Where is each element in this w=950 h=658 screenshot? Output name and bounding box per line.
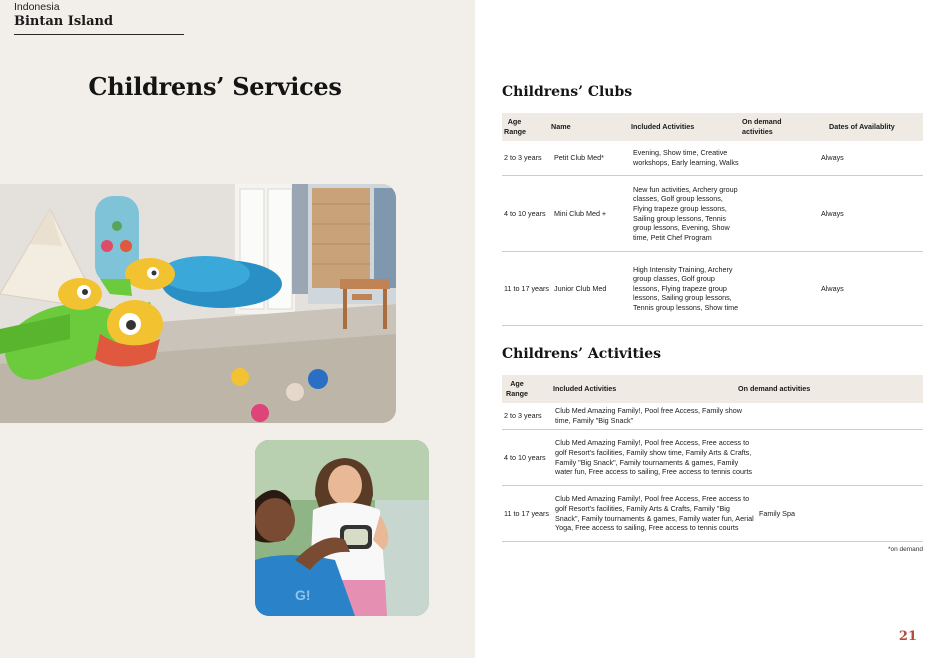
on-demand-cell [757, 454, 923, 462]
name-cell: Junior Club Med [554, 283, 607, 293]
dates-cell: Always [821, 208, 844, 218]
included-cell: Club Med Amazing Family!, Pool free Access, Free access to golf Resort's facilities, Family Arts & Crafts, Family "Big Snack", Family tournaments & games, Family water fun, Aerial Yoga, Free access to sailing, Free access to tennis courts [555, 494, 754, 533]
footnote: *on demand [887, 546, 923, 553]
activities-row [502, 403, 923, 430]
col-name: Name [551, 122, 571, 132]
dates-cell: Always [821, 153, 844, 163]
activities-row [502, 486, 923, 542]
svg-text:G!: G! [295, 587, 311, 603]
name-cell: Petit Club Med* [554, 153, 604, 163]
col-age-range: Age Range [506, 379, 528, 398]
age-cell: 11 to 17 years [504, 508, 550, 518]
col-age-range: Age Range [504, 117, 526, 136]
age-cell: 4 to 10 years [504, 208, 546, 218]
activities-title: Childrens’ Activities [502, 346, 662, 362]
col-on-demand: On demand activities [738, 384, 811, 394]
age-cell: 2 to 3 years [504, 411, 542, 421]
name-cell: Mini Club Med + [554, 208, 607, 218]
clubs-table [502, 113, 923, 326]
island-title: Bintan Island [14, 14, 114, 29]
clubs-row [502, 252, 923, 326]
on-demand-cell [742, 210, 819, 218]
activities-cell: Evening, Show time, Creative workshops, Early learning, Walks [633, 148, 739, 167]
activities-cell: High Intensity Training, Archery group classes, Golf group lessons, Flying trapeze group lessons, Sailing group lessons, Tennis group lessons, Show time [633, 264, 739, 312]
on-demand-cell [742, 285, 819, 293]
age-cell: 4 to 10 years [504, 452, 546, 462]
clubs-row [502, 141, 923, 176]
included-cell: Club Med Amazing Family!, Pool free Access, Free access to golf Resort's facilities, Family show time, Family Arts & Crafts, Family "Big Snack", Family tournaments & games, Family water fun, Free access to sailing, Free access to tennis courts [555, 438, 752, 477]
page-number: 21 [898, 629, 917, 644]
activities-cell: New fun activities, Archery group classes, Golf group lessons, Flying trapeze group lessons, Sailing group lessons, Tennis group lessons, Evening, Show time, Petit Chef Program [633, 184, 738, 242]
clubs-table-header [502, 113, 923, 141]
country-label: Indonesia [14, 1, 60, 13]
age-cell: 11 to 17 years [504, 283, 550, 293]
activities-row [502, 430, 923, 486]
on-demand-cell [757, 412, 923, 420]
col-on-demand: On demand activities [742, 117, 782, 136]
on-demand-cell [742, 154, 819, 162]
col-included-activities: Included Activities [553, 384, 617, 394]
activities-table [502, 375, 923, 542]
dates-cell: Always [821, 283, 844, 293]
activities-table-header [502, 375, 923, 403]
on-demand-cell: Family Spa [759, 508, 795, 518]
col-included-activities: Included Activities [631, 122, 695, 132]
age-cell: 2 to 3 years [504, 153, 542, 163]
page-title: Childrens’ Services [88, 72, 342, 101]
children-photo [255, 440, 429, 616]
header-rule [14, 34, 184, 35]
right-page [475, 0, 950, 658]
clubs-row [502, 176, 923, 252]
clubs-title: Childrens’ Clubs [502, 84, 633, 100]
col-dates: Dates of Availablity [829, 122, 895, 132]
included-cell: Club Med Amazing Family!, Pool free Access, Family show time, Family "Big Snack" [555, 406, 742, 425]
playroom-photo [0, 184, 396, 423]
